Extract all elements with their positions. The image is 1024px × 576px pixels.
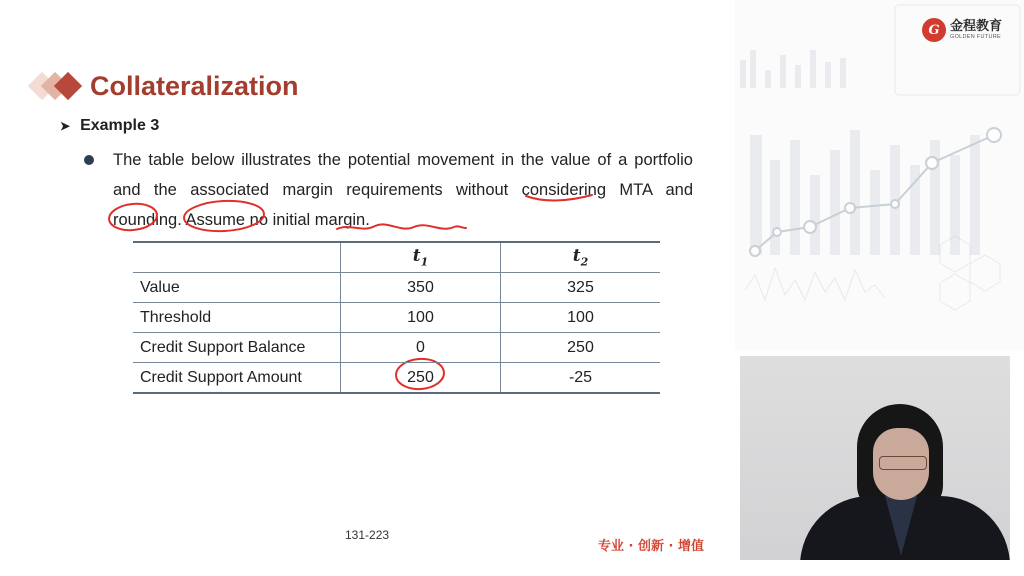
golden-future-logo-icon: G: [922, 18, 946, 42]
table-row: [133, 273, 660, 303]
header-blank: [133, 242, 341, 273]
table-row: [133, 303, 660, 333]
table-row: [133, 363, 660, 394]
margin-table: [133, 241, 660, 394]
title-block: [30, 68, 299, 104]
table-header-row: [133, 242, 660, 273]
row-label: Credit Support Balance: [133, 333, 341, 363]
logo-text: [950, 20, 1002, 41]
background-infographic: [735, 0, 1024, 350]
bullet-icon: [84, 155, 94, 165]
cell-t1: 100: [341, 303, 501, 333]
row-label: Value: [133, 273, 341, 303]
cell-t2: 100: [501, 303, 661, 333]
table-row: [133, 333, 660, 363]
infographic-art: [735, 0, 1024, 350]
logo-english-name: GOLDEN FUTURE: [950, 33, 1001, 40]
example-label: Example 3: [80, 117, 160, 134]
cell-t1: 0: [341, 333, 501, 363]
glasses: [879, 456, 927, 470]
bullet-paragraph: [88, 145, 693, 235]
logo-chinese-name: 金程教育: [950, 18, 1003, 34]
header-t1: $t_1$: [341, 242, 501, 273]
cell-t2: 325: [501, 273, 661, 303]
cell-t2: 250: [501, 333, 661, 363]
arrow-right-icon: ➤: [60, 119, 71, 133]
paragraph-text: The table below illustrates the potential movement in the value of a portfolio and the associated margin requirements without considering MTA and rounding. Assume no initial margin.: [113, 151, 693, 229]
diamond-decoration-icon: [30, 68, 90, 104]
slide-title: Collateralization: [90, 70, 299, 101]
header-t2: $t_2$: [501, 242, 661, 273]
row-label: Credit Support Amount: [133, 363, 341, 394]
presenter-video: [740, 356, 1010, 560]
company-logo: [922, 18, 1002, 42]
cell-t1: 350: [341, 273, 501, 303]
cell-t2: -25: [501, 363, 661, 394]
slogan: 专业 · 创新 · 增值: [598, 539, 704, 554]
cell-t1: 250: [341, 363, 501, 394]
row-label: Threshold: [133, 303, 341, 333]
page-number: 131-223: [345, 528, 390, 542]
example-heading: [60, 117, 159, 135]
